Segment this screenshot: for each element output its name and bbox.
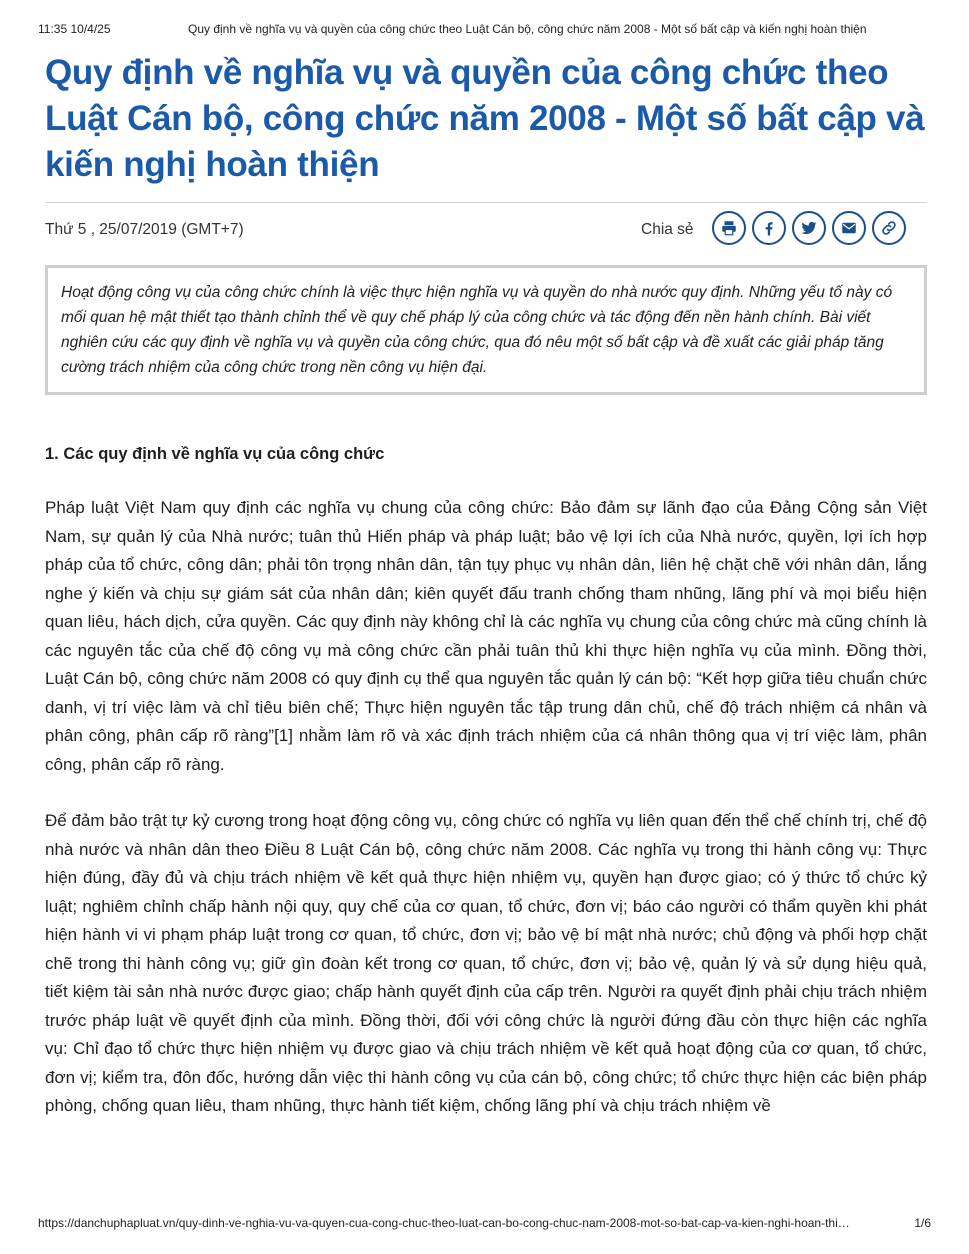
print-doc-title: Quy định về nghĩa vụ và quyền của công chức theo Luật Cán bộ, công chức năm 2008 - Một số bất cập và kiến nghị hoàn thiện: [188, 22, 867, 36]
print-header: [38, 22, 931, 38]
print-icon: [720, 219, 738, 237]
email-share-button[interactable]: [832, 211, 866, 245]
facebook-share-button[interactable]: [752, 211, 786, 245]
article: [45, 50, 927, 1121]
copy-link-button[interactable]: [872, 211, 906, 245]
paragraph: Để đảm bảo trật tự kỷ cương trong hoạt động công vụ, công chức có nghĩa vụ liên quan đến thể chế chính trị, chế độ nhà nước và nhân dân theo Điều 8 Luật Cán bộ, công chức năm 2008. Các nghĩa vụ trong thi hành công vụ: Thực hiện đúng, đầy đủ và chịu trách nhiệm về kết quả thực hiện nhiệm vụ, quyền hạn được giao; có ý thức tổ chức kỷ luật; nghiêm chỉnh chấp hành nội quy, quy chế của cơ quan, tổ chức, đơn vị; báo cáo người có thẩm quyền khi phát hiện hành vi vi phạm pháp luật trong cơ quan, tổ chức, đơn vị; bảo vệ bí mật nhà nước; chủ động và phối hợp chặt chẽ trong thi hành công vụ; giữ gìn đoàn kết trong cơ quan, tổ chức, đơn vị; bảo vệ, quản lý và sử dụng hiệu quả, tiết kiệm tài sản nhà nước được giao; chấp hành quyết định của cấp trên. Người ra quyết định phải chịu trách nhiệm trước pháp luật về quyết định của mình. Đồng thời, đối với công chức là người đứng đầu còn thực hiện các nghĩa vụ: Chỉ đạo tổ chức thực hiện nhiệm vụ được giao và chịu trách nhiệm về kết quả hoạt động của cơ quan, tổ chức, đơn vị; kiểm tra, đôn đốc, hướng dẫn việc thi hành công vụ của cán bộ, công chức; tổ chức thực hiện các biện pháp phòng, chống quan liêu, tham nhũng, thực hành tiết kiệm, chống lãng phí và chịu trách nhiệm về: [45, 811, 927, 1115]
print-time: 11:35 10/4/25: [38, 22, 111, 36]
article-meta: [45, 202, 927, 257]
facebook-icon: [760, 219, 778, 237]
print-button[interactable]: [712, 211, 746, 245]
link-icon: [880, 219, 898, 237]
twitter-icon: [800, 219, 818, 237]
share-buttons: [712, 211, 906, 245]
email-icon: [840, 219, 858, 237]
article-date: Thứ 5 , 25/07/2019 (GMT+7): [45, 221, 244, 238]
share-label: Chia sẻ: [641, 221, 694, 238]
print-url: https://danchuphapluat.vn/quy-dinh-ve-nghia-vu-va-quyen-cua-cong-chuc-theo-luat-can-bo-cong-chuc-nam-2008-mot-so-bat-cap-va-kien-nghi-hoan-thi…: [38, 1216, 850, 1230]
page-number: 1/6: [914, 1216, 931, 1230]
article-title: Quy định về nghĩa vụ và quyền của công chức theo Luật Cán bộ, công chức năm 2008 - Một số bất cập và kiến nghị hoàn thiện: [45, 53, 925, 184]
paragraph: Pháp luật Việt Nam quy định các nghĩa vụ chung của công chức: Bảo đảm sự lãnh đạo của Đảng Cộng sản Việt Nam, sự quản lý của Nhà nước; tuân thủ Hiến pháp và pháp luật; bảo vệ lợi ích của Nhà nước, quyền, lợi ích hợp pháp của tổ chức, công dân; phải tôn trọng nhân dân, tận tụy phục vụ nhân dân, liên hệ chặt chẽ với nhân dân, lắng nghe ý kiến và chịu sự giám sát của nhân dân; kiên quyết đấu tranh chống tham nhũng, lãng phí và mọi biểu hiện quan liêu, hách dịch, cửa quyền. Các quy định này không chỉ là các nghĩa vụ chung của công chức mà cũng chính là các nguyên tắc của chế độ công vụ mà công chức cần phải tuân thủ khi thực hiện nghĩa vụ của mình. Đồng thời, Luật Cán bộ, công chức năm 2008 có quy định cụ thể qua nguyên tắc quản lý cán bộ: “Kết hợp giữa tiêu chuẩn chức danh, vị trí việc làm và chỉ tiêu biên chế; Thực hiện nguyên tắc tập trung dân chủ, chế độ trách nhiệm cá nhân và phân công, phân cấp rõ ràng”[1] nhằm làm rõ và xác định trách nhiệm của cá nhân thông qua vị trí việc làm, phân công, phân cấp rõ ràng.: [45, 498, 927, 774]
print-footer: [38, 1216, 931, 1232]
twitter-share-button[interactable]: [792, 211, 826, 245]
section-heading: 1. Các quy định về nghĩa vụ của công chức: [45, 445, 385, 463]
article-summary: Hoạt động công vụ của công chức chính là việc thực hiện nghĩa vụ và quyền do nhà nước quy định. Những yếu tố này có mối quan hệ mật thiết tạo thành chỉnh thể về quy chế pháp lý của công chức và tác động đến nền hành chính. Bài viết nghiên cứu các quy định về nghĩa vụ và quyền của công chức, qua đó nêu một số bất cập và đề xuất các giải pháp tăng cường trách nhiệm của công chức trong nền công vụ hiện đại.: [45, 265, 927, 395]
